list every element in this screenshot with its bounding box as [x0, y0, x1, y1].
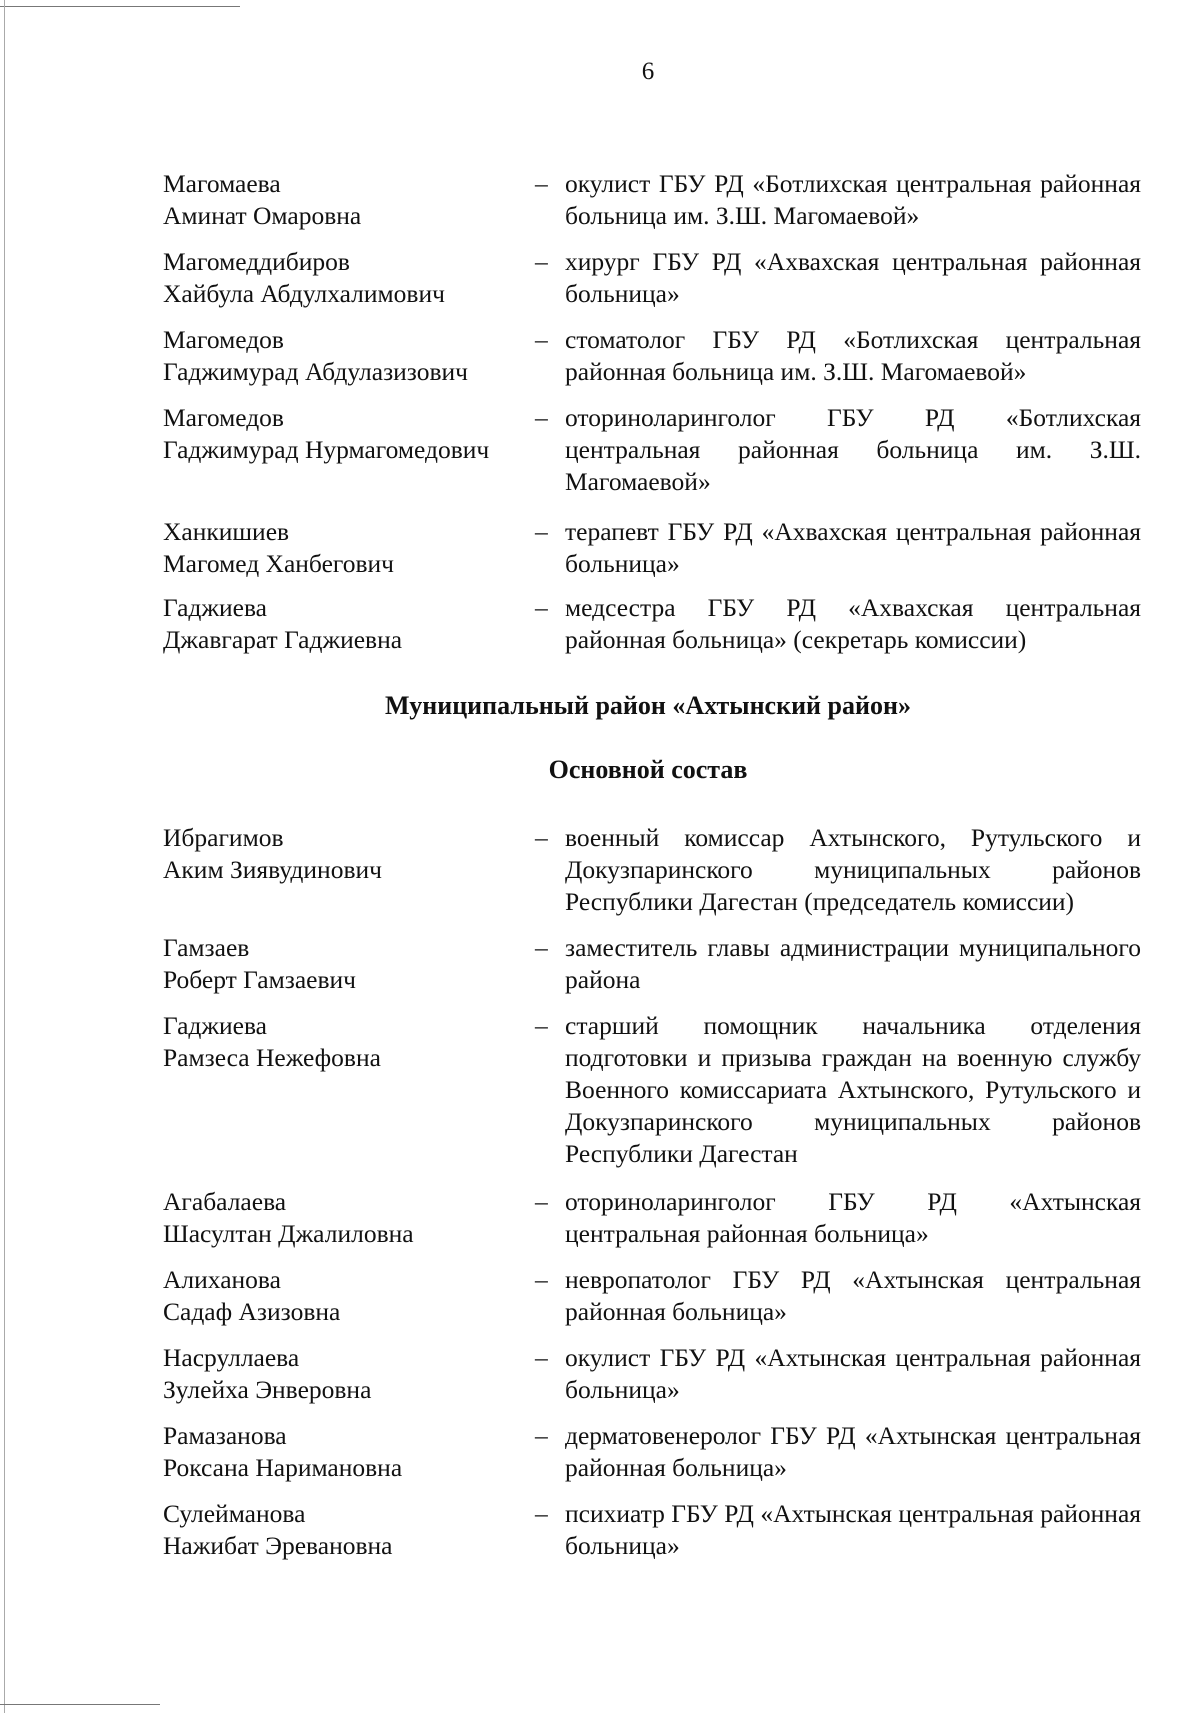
member-surname: Агабалаева	[163, 1187, 287, 1216]
member-name	[163, 1498, 523, 1562]
dash-separator: –	[535, 1499, 548, 1528]
member-name	[163, 592, 523, 656]
member-name	[163, 822, 523, 886]
dash-separator: –	[535, 1343, 548, 1372]
member-name	[163, 932, 523, 996]
dash-separator: –	[535, 933, 548, 962]
member-surname: Сулейманова	[163, 1499, 306, 1528]
member-name	[163, 1186, 523, 1250]
member-given-name: Магомед Ханбегович	[163, 549, 394, 578]
member-surname: Магомаева	[163, 169, 281, 198]
member-given-name: Рамзеса Нежефовна	[163, 1043, 381, 1072]
member-surname: Гаджиева	[163, 1011, 268, 1040]
page-number: 6	[641, 58, 655, 85]
dash-separator: –	[535, 593, 548, 622]
member-surname: Гамзаев	[163, 933, 250, 962]
member-surname: Магомеддибиров	[163, 247, 350, 276]
member-given-name: Садаф Азизовна	[163, 1297, 341, 1326]
dash-separator: –	[535, 247, 548, 276]
member-name	[163, 246, 523, 310]
member-role: оториноларинголог ГБУ РД «Ботлихская центральная районная больница им. З.Ш. Магомаевой»	[565, 403, 1141, 496]
member-given-name: Нажибат Эревановна	[163, 1531, 393, 1560]
member-name	[163, 1342, 523, 1406]
member-role: оториноларинголог ГБУ РД «Ахтынская центральная районная больница»	[565, 1187, 1141, 1248]
scan-edge-top	[0, 6, 240, 7]
member-role: хирург ГБУ РД «Ахвахская центральная районная больница»	[565, 247, 1141, 308]
member-role: дерматовенеролог ГБУ РД «Ахтынская центральная районная больница»	[565, 1421, 1141, 1482]
dash-separator: –	[535, 1265, 548, 1294]
member-role: заместитель главы администрации муниципального района	[565, 933, 1141, 994]
scan-edge-bottom	[0, 1704, 160, 1705]
member-given-name: Зулейха Энверовна	[163, 1375, 372, 1404]
member-surname: Ибрагимов	[163, 823, 284, 852]
dash-separator: –	[535, 1187, 548, 1216]
member-given-name: Роберт Гамзаевич	[163, 965, 356, 994]
member-name	[163, 516, 523, 580]
member-given-name: Аким Зиявудинович	[163, 855, 382, 884]
member-name	[163, 324, 523, 388]
member-given-name: Шасултан Джалиловна	[163, 1219, 414, 1248]
member-given-name: Роксана Наримановна	[163, 1453, 403, 1482]
member-role: окулист ГБУ РД «Ботлихская центральная районная больница им. З.Ш. Магомаевой»	[565, 169, 1141, 230]
member-name	[163, 1264, 523, 1328]
member-given-name: Гаджимурад Абдулазизович	[163, 357, 468, 386]
member-surname: Магомедов	[163, 403, 284, 432]
member-surname: Гаджиева	[163, 593, 268, 622]
dash-separator: –	[535, 403, 548, 432]
section-title: Муниципальный район «Ахтынский район»	[385, 691, 911, 720]
dash-separator: –	[535, 517, 548, 546]
member-given-name: Джавгарат Гаджиевна	[163, 625, 403, 654]
member-given-name: Гаджимурад Нурмагомедович	[163, 435, 490, 464]
member-role: психиатр ГБУ РД «Ахтынская центральная районная больница»	[565, 1499, 1141, 1560]
dash-separator: –	[535, 169, 548, 198]
member-name	[163, 1420, 523, 1484]
member-surname: Насруллаева	[163, 1343, 300, 1372]
member-surname: Рамазанова	[163, 1421, 287, 1450]
member-surname: Ханкишиев	[163, 517, 290, 546]
member-role: окулист ГБУ РД «Ахтынская центральная районная больница»	[565, 1343, 1141, 1404]
member-name	[163, 168, 523, 232]
member-role: военный комиссар Ахтынского, Рутульского и Докузпаринского муниципальных районов Республики Дагестан (председатель комиссии)	[565, 823, 1141, 916]
member-given-name: Аминат Омаровна	[163, 201, 362, 230]
subsection-title: Основной состав	[548, 755, 748, 784]
member-surname: Алиханова	[163, 1265, 281, 1294]
member-role: старший помощник начальника отделения подготовки и призыва граждан на военную службу Военного комиссариата Ахтынского, Рутульского и Докузпаринского муниципальных районов Республики Дагестан	[565, 1011, 1141, 1168]
member-role: невропатолог ГБУ РД «Ахтынская центральная районная больница»	[565, 1265, 1141, 1326]
member-name	[163, 402, 523, 466]
dash-separator: –	[535, 1421, 548, 1450]
dash-separator: –	[535, 325, 548, 354]
member-name	[163, 1010, 523, 1074]
member-role: медсестра ГБУ РД «Ахвахская центральная районная больница» (секретарь комиссии)	[565, 593, 1141, 654]
scan-edge-left	[4, 0, 5, 1713]
member-surname: Магомедов	[163, 325, 284, 354]
dash-separator: –	[535, 1011, 548, 1040]
member-given-name: Хайбула Абдулхалимович	[163, 279, 445, 308]
member-role: стоматолог ГБУ РД «Ботлихская центральная районная больница им. З.Ш. Магомаевой»	[565, 325, 1141, 386]
member-role: терапевт ГБУ РД «Ахвахская центральная районная больница»	[565, 517, 1141, 578]
dash-separator: –	[535, 823, 548, 852]
